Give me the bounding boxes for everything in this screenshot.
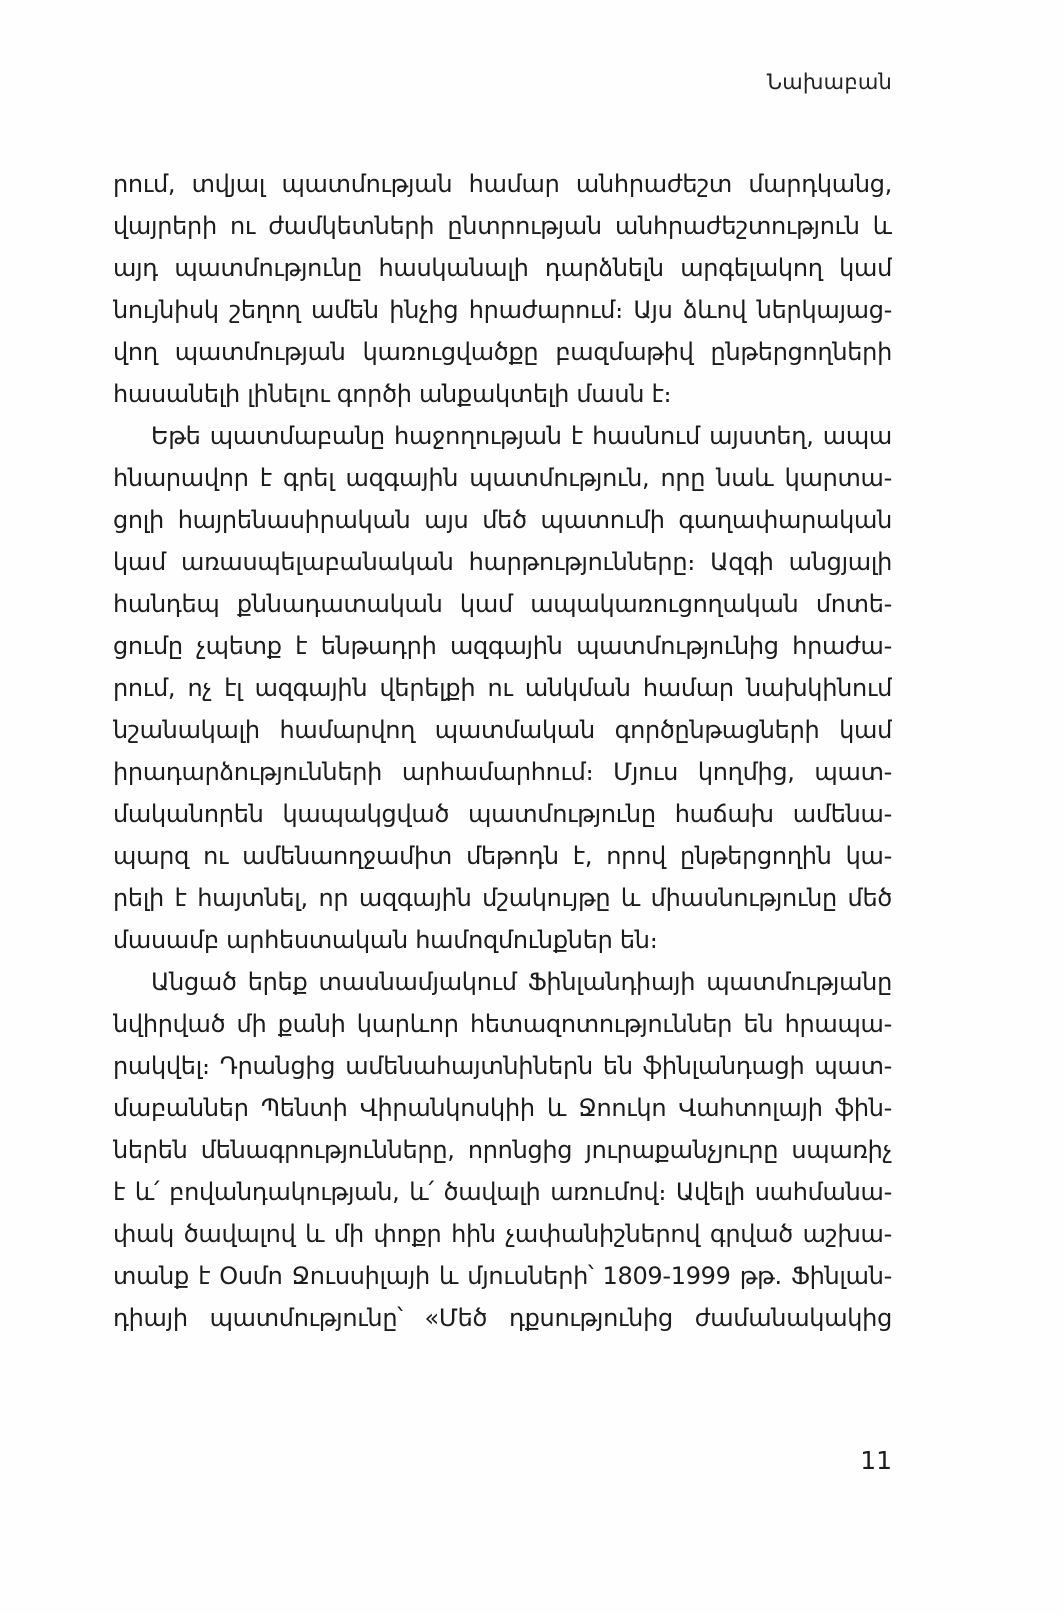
paragraph xyxy=(113,163,892,415)
text-line: տանք է Օսմո Ջուսսիլայի և մյուսների՝ 1809-1999 թթ. Ֆինլան- xyxy=(113,1262,892,1290)
text-line: այդ պատմությունը հասկանալի դարձնելն արգելակող կամ xyxy=(113,254,892,282)
paragraph xyxy=(113,961,892,1339)
text-line: իրադարձությունների արհամարհում։ Մյուս կողմից, պատ- xyxy=(113,758,892,786)
running-header: Նախաբան xyxy=(766,70,892,94)
text-line: նույնիսկ շեղող ամեն ինչից հրաժարում։ Այս ձևով ներկայաց- xyxy=(113,296,892,324)
text-line: ցոլի հայրենասիրական այս մեծ պատումի գաղափարական xyxy=(113,506,892,534)
text-line: փակ ծավալով և մի փոքր հին չափանիշներով գրված աշխա- xyxy=(113,1220,892,1248)
text-line: պարզ ու ամենաողջամիտ մեթոդն է, որով ընթերցողին կա- xyxy=(113,842,892,870)
text-line: րելի է հայտնել, որ ազգային մշակույթը և միասնությունը մեծ xyxy=(113,884,892,912)
text-line: կամ առասպելաբանական հարթությունները։ Ազգի անցյալի xyxy=(113,548,892,576)
paragraph xyxy=(113,415,892,961)
text-line: նվիրված մի քանի կարևոր հետազոտություններ են հրապա- xyxy=(113,1010,892,1038)
text-line: է և՛ բովանդակության, և՛ ծավալի առումով։ Ավելի սահմանա- xyxy=(113,1178,892,1206)
text-line: Անցած երեք տասնամյակում Ֆինլանդիայի պատմությանը xyxy=(151,968,892,996)
text-line: ներեն մենագրությունները, որոնցից յուրաքանչյուրը սպառիչ xyxy=(113,1136,892,1164)
text-line: դիայի պատմությունը՝ «Մեծ դքսությունից ժամանակակից xyxy=(113,1304,892,1332)
text-line: մասամբ արհեստական համոզմունքներ են։ xyxy=(113,926,658,954)
text-line: րում, ոչ էլ ազգային վերելքի ու անկման համար նախկինում xyxy=(113,674,892,702)
text-line: նշանակալի համարվող պատմական գործընթացների կամ xyxy=(113,716,892,744)
text-line: մաբաններ Պենտի Վիրանկոսկիի և Ջոուկո Վահտոլայի ֆին- xyxy=(113,1094,892,1122)
text-line: վող պատմության կառուցվածքը բազմաթիվ ընթերցողների xyxy=(113,338,892,366)
text-line: րում, տվյալ պատմության համար անհրաժեշտ մարդկանց, xyxy=(113,170,892,198)
text-line: հասանելի լինելու գործի անքակտելի մասն է։ xyxy=(113,380,672,408)
text-line: ցումը չպետք է ենթադրի ազգային պատմությունից հրաժա- xyxy=(113,632,892,660)
text-line: վայրերի ու ժամկետների ընտրության անհրաժեշտություն և xyxy=(113,212,892,240)
text-line: րակվել։ Դրանցից ամենահայտնիներն են ֆինլանդացի պատ- xyxy=(113,1052,892,1080)
text-line: հանդեպ քննադատական կամ ապակառուցողական մոտե- xyxy=(113,590,892,618)
text-line: Եթե պատմաբանը հաջողության է հասնում այստեղ, ապա xyxy=(151,422,892,450)
body-text xyxy=(113,163,892,1339)
text-line: մականորեն կապակցված պատմությունը հաճախ ամենա- xyxy=(113,800,892,828)
page-number: 11 xyxy=(860,1446,892,1475)
text-line: հնարավոր է գրել ազգային պատմություն, որը նաև կարտա- xyxy=(113,464,892,492)
